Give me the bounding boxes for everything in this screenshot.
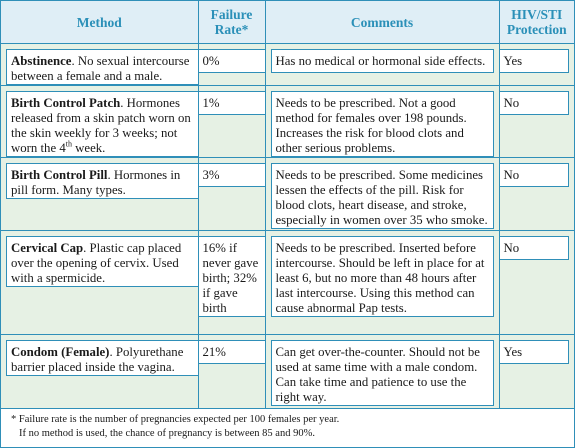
failure-rate-cell: 3% bbox=[199, 163, 265, 187]
method-cell bbox=[6, 236, 198, 287]
method-cell bbox=[6, 340, 198, 376]
table-row bbox=[1, 158, 574, 231]
comment-cell: Needs to be prescribed. Not a good method for females over 198 pounds. Increases the risk for blood clots and other serious problems. bbox=[271, 91, 494, 157]
comment-cell: Can get over-the-counter. Should not be used at same time with a male condom. Can take time and patience to use the right way. bbox=[271, 340, 494, 406]
header-failure-rate: Failure Rate* bbox=[198, 1, 265, 44]
footnote-line-2: If no method is used, the chance of pregnancy is between 85 and 90%. bbox=[19, 428, 315, 439]
method-name: Birth Control Patch bbox=[11, 96, 121, 110]
table-row bbox=[1, 231, 574, 335]
header-method: Method bbox=[1, 1, 198, 44]
method-cell bbox=[6, 49, 198, 85]
method-name: Birth Control Pill bbox=[11, 168, 108, 182]
method-name: Cervical Cap bbox=[11, 241, 84, 255]
method-description: . Polyurethane barrier placed inside the vagina. bbox=[11, 345, 184, 374]
protection-cell: Yes bbox=[500, 340, 570, 364]
method-description-sup: th bbox=[65, 139, 72, 149]
contraception-methods-table bbox=[1, 1, 574, 409]
method-description: . Plastic cap placed over the opening of cervix. Used with a spermicide. bbox=[11, 241, 182, 285]
failure-rate-cell: 16% if never gave birth; 32% if gave birth bbox=[199, 236, 265, 317]
comment-cell: Has no medical or hormonal side effects. bbox=[271, 49, 494, 73]
protection-cell: No bbox=[500, 236, 570, 260]
method-description: . Hormones released from a skin patch worn on the skin weekly for 3 weeks; not worn the 4 bbox=[11, 96, 191, 155]
protection-cell: Yes bbox=[500, 49, 570, 73]
header-protection: HIV/STI Protection bbox=[499, 1, 574, 44]
method-description-end: week. bbox=[71, 141, 106, 155]
method-cell bbox=[6, 163, 198, 199]
protection-cell: No bbox=[500, 163, 570, 187]
table-row bbox=[1, 335, 574, 409]
table-row bbox=[1, 86, 574, 158]
header-comments: Comments bbox=[265, 1, 499, 44]
method-description: . Hormones in pill form. Many types. bbox=[11, 168, 181, 197]
comment-cell: Needs to be prescribed. Some medicines lessen the effects of the pill. Risk for blood clots, heart disease, and stroke, especially in women over 35 who smoke. bbox=[271, 163, 494, 229]
method-cell bbox=[6, 91, 198, 157]
method-description: . No sexual intercourse between a female and a male. bbox=[11, 54, 190, 83]
method-name: Condom (Female) bbox=[11, 345, 110, 359]
footnote bbox=[1, 409, 574, 441]
failure-rate-cell: 1% bbox=[199, 91, 265, 115]
comment-cell: Needs to be prescribed. Inserted before intercourse. Should be left in place for at least 6, but no more than 48 hours after last intercourse. Using this method can cause abnormal Pap tests. bbox=[271, 236, 494, 317]
failure-rate-cell: 0% bbox=[199, 49, 265, 73]
table-header-row bbox=[1, 1, 574, 44]
protection-cell: No bbox=[500, 91, 570, 115]
method-name: Abstinence bbox=[11, 54, 72, 68]
footnote-line-1: * Failure rate is the number of pregnancies expected per 100 females per year. bbox=[11, 414, 340, 425]
table-row bbox=[1, 44, 574, 86]
failure-rate-cell: 21% bbox=[199, 340, 265, 364]
